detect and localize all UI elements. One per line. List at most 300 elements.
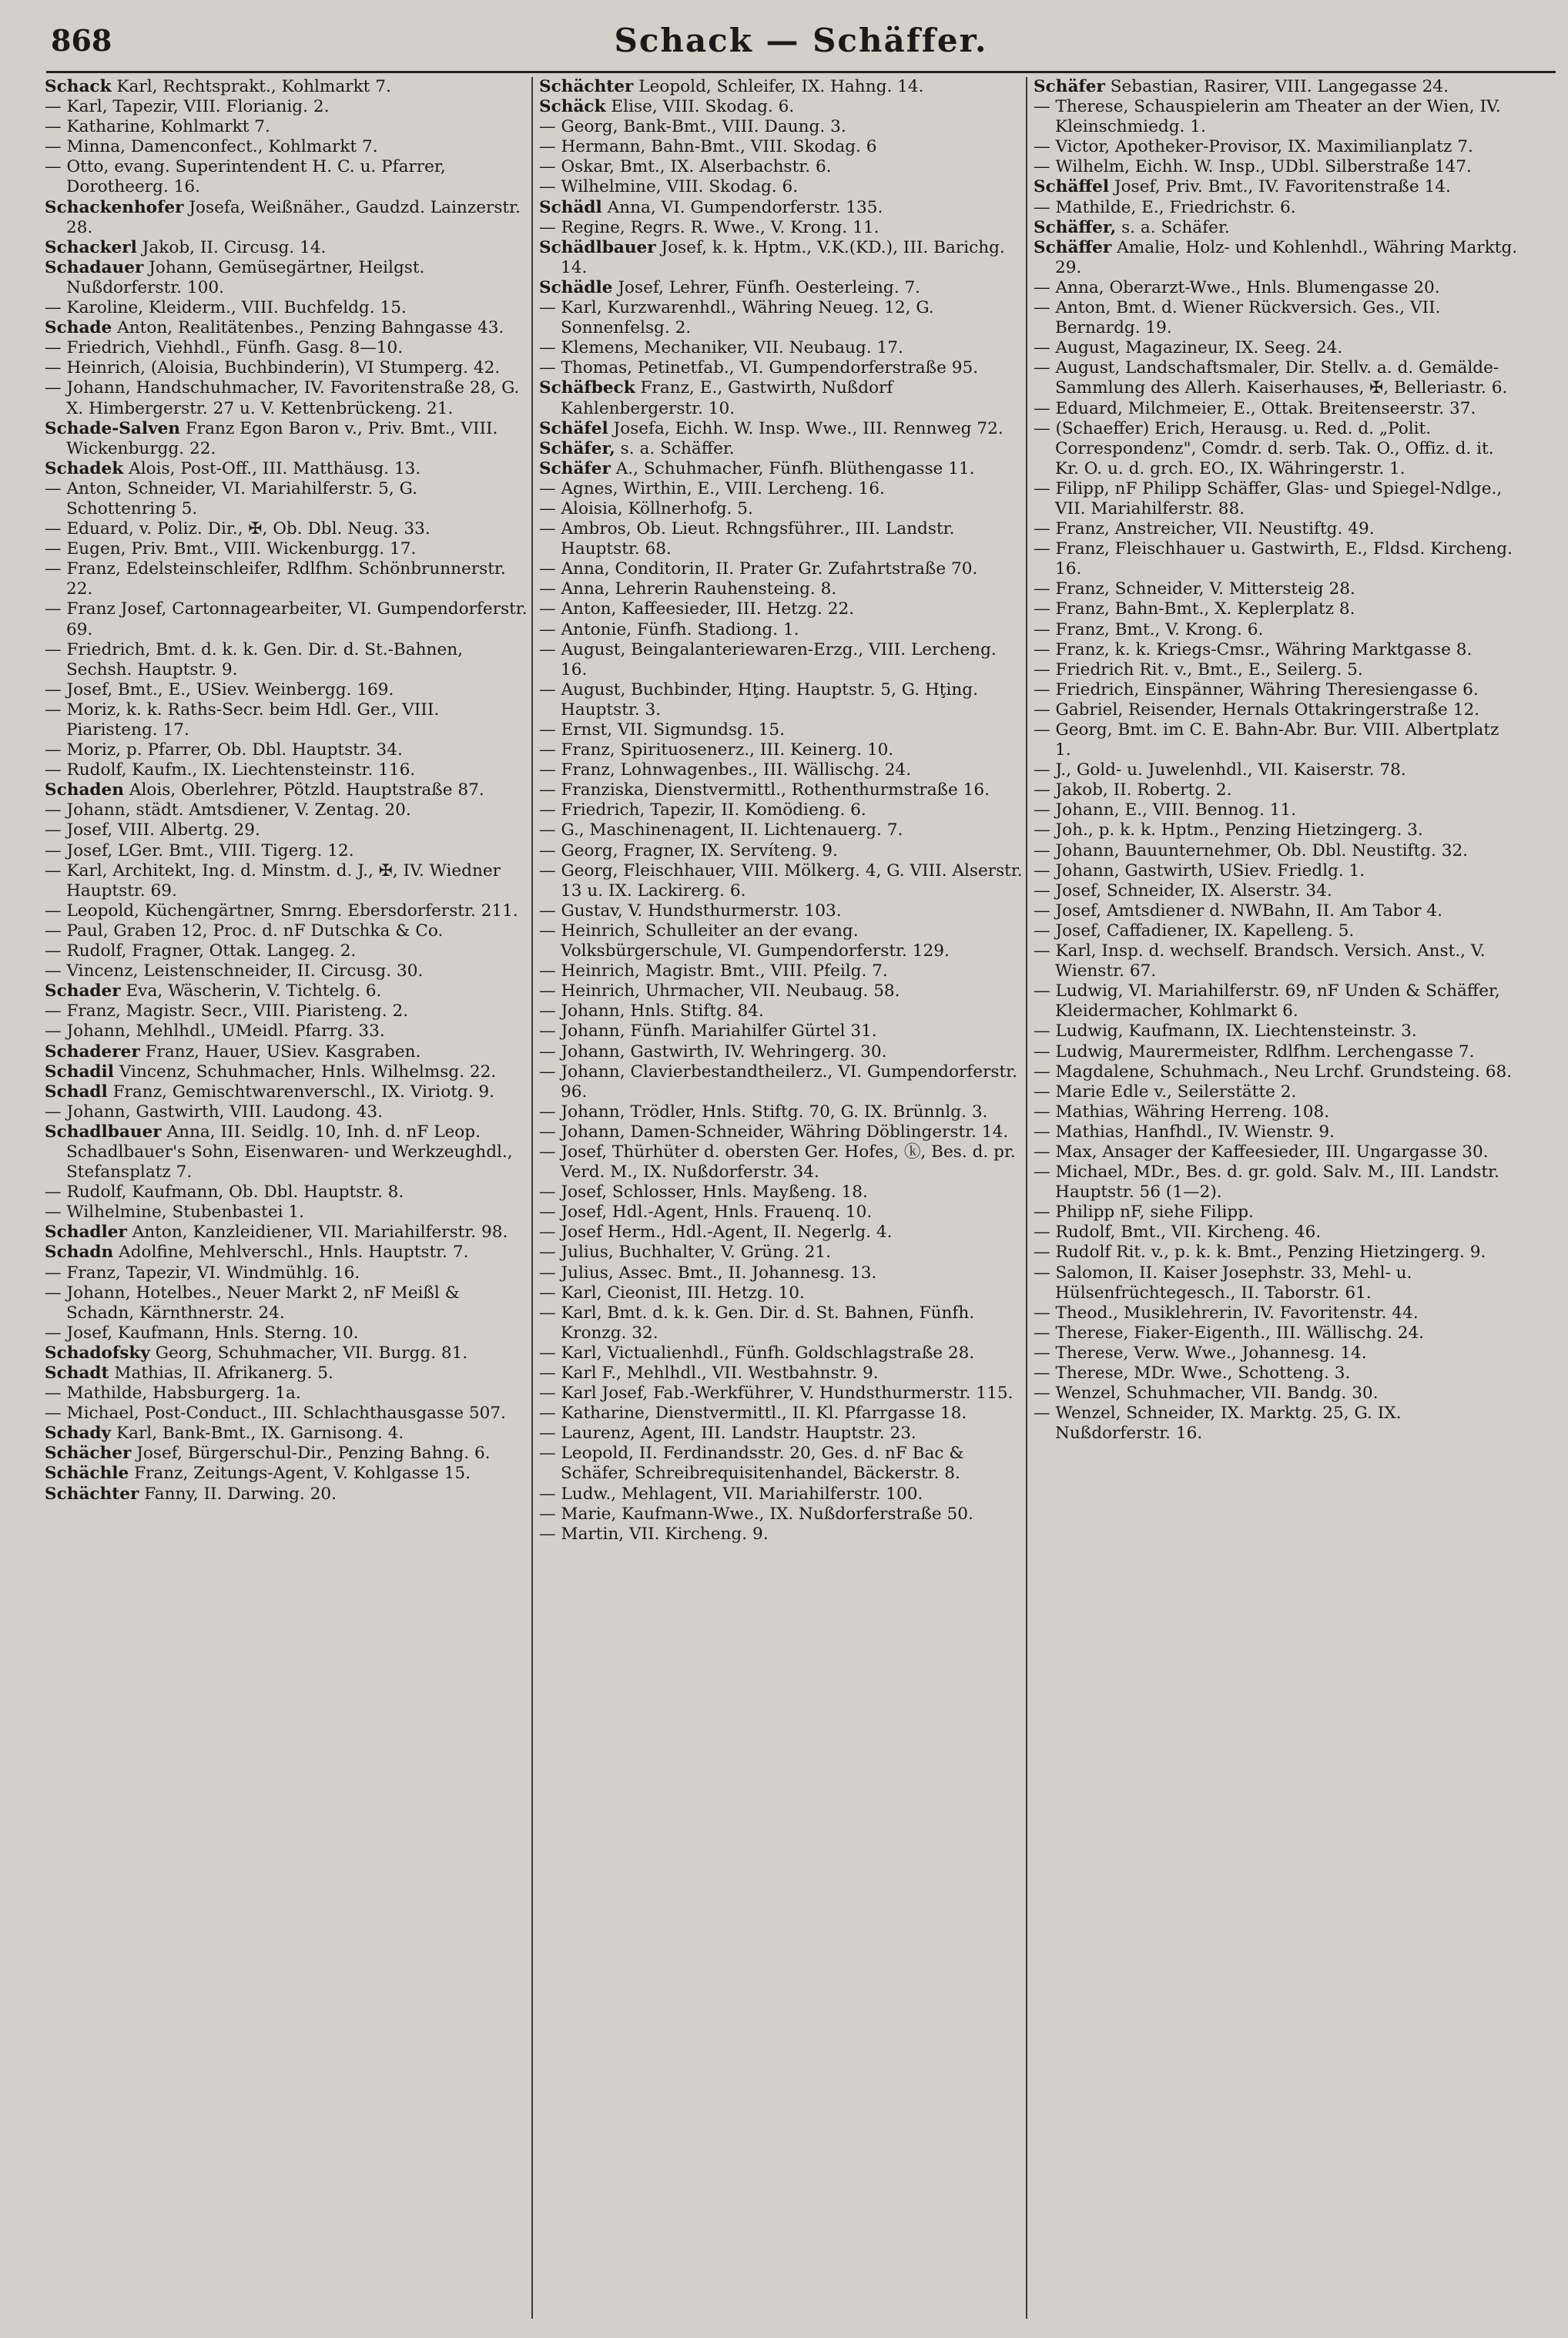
entry-details: — Karl Josef, Fab.-Werkführer, V. Hundsthurmerstr. 115. [539, 1384, 1014, 1404]
entry-details: — Jakob, II. Robertg. 2. [1034, 780, 1232, 800]
entry-details: — Oskar, Bmt., IX. Alserbachstr. 6. [539, 157, 832, 177]
entry-details: Franz, Gemischtwarenverschl., IX. Viriotg. 9. [107, 1082, 495, 1102]
directory-entry [1034, 1021, 1519, 1042]
directory-entry [539, 1021, 1024, 1042]
entry-details: Anna, III. Seidlg. 10, Inh. d. nF Leop. Schadlbauer's Sohn, Eisenwaren- und Werkzeughdl., Stefansplatz 7. [66, 1122, 513, 1182]
directory-entry [45, 901, 530, 921]
directory-entry [45, 921, 530, 941]
directory-entry [1034, 218, 1519, 238]
directory-entry [539, 157, 1024, 177]
directory-entry [539, 419, 1024, 439]
directory-entry [45, 1082, 530, 1102]
entry-details: — Antonie, Fünfh. Stadiong. 1. [539, 619, 799, 639]
column-rule [1026, 77, 1027, 2319]
directory-entry [45, 298, 530, 318]
directory-entry [45, 841, 530, 861]
entry-details: s. a. Schäffer. [615, 438, 735, 458]
entry-details: — Karl, Victualienhdl., Fünfh. Goldschlagstraße 28. [539, 1343, 975, 1363]
entry-details: — Franz, Bahn-Bmt., X. Keplerplatz 8. [1034, 599, 1355, 619]
entry-details: — Franz, Tapezir, VI. Windmühlg. 16. [45, 1263, 360, 1283]
entry-details: — Wilhelmine, VIII. Skodag. 6. [539, 177, 799, 197]
entry-details: — Wenzel, Schuhmacher, VII. Bandg. 30. [1034, 1384, 1379, 1404]
directory-entry [45, 238, 530, 258]
directory-entry [45, 1001, 530, 1021]
entry-details: Elise, VIII. Skodag. 6. [605, 97, 795, 117]
directory-entry [539, 459, 1024, 479]
column-rule [531, 77, 533, 2319]
directory-entry [1034, 1062, 1519, 1082]
entry-details: — Marie, Kaufmann-Wwe., IX. Nußdorferstraße 50. [539, 1504, 973, 1524]
entry-details: Jakob, II. Circusg. 14. [136, 237, 327, 257]
entry-surname: Schadlbauer [45, 1122, 162, 1142]
entry-details: — Laurenz, Agent, III. Landstr. Hauptstr. 23. [539, 1424, 916, 1444]
directory-entry [539, 640, 1024, 680]
directory-entry [45, 198, 530, 238]
entry-details: — Rudolf, Kaufm., IX. Liechtensteinstr. 116. [45, 760, 416, 780]
directory-entry [45, 519, 530, 539]
entry-surname: Schadl [45, 1082, 108, 1102]
entry-details: — Julius, Assec. Bmt., II. Johannesg. 13. [539, 1263, 877, 1283]
entry-details: — Ludw., Mehlagent, VII. Mariahilferstr. 100. [539, 1484, 923, 1504]
directory-entry [45, 97, 530, 117]
entry-details: — Theod., Musiklehrerin, IV. Favoritenstr. 44. [1034, 1303, 1419, 1323]
directory-entry [45, 1263, 530, 1283]
entry-details: Anton, Realitätenbes., Penzing Bahngasse 43. [112, 318, 504, 338]
directory-entry [1034, 800, 1519, 820]
directory-entry [1034, 901, 1519, 921]
entry-details: — Karl F., Mehlhdl., VII. Westbahnstr. 9. [539, 1364, 879, 1383]
entry-details: — Franz, k. k. Kriegs-Cmsr., Währing Marktgasse 8. [1034, 639, 1473, 659]
entry-details: — Georg, Fragner, IX. Servíteng. 9. [539, 840, 838, 860]
entry-details: — Anton, Schneider, VI. Mariahilferstr. 5, G. Schottenring 5. [45, 478, 417, 518]
entry-details: — Karl, Kurzwarenhdl., Währing Neueg. 12, G. Sonnenfelsg. 2. [539, 298, 934, 338]
directory-entry [539, 1122, 1024, 1142]
running-head: Schack — Schäffer. [614, 22, 988, 59]
entry-details: Anna, VI. Gumpendorferstr. 135. [601, 197, 883, 217]
directory-entry [1034, 1323, 1519, 1343]
entry-surname: Schäffer, [1034, 217, 1117, 237]
directory-entry [1034, 881, 1519, 901]
entry-details: — Rudolf, Kaufmann, Ob. Dbl. Hauptstr. 8. [45, 1182, 404, 1203]
entry-details: — Franz, Schneider, V. Mittersteig 28. [1034, 579, 1355, 599]
entry-details: — Ludwig, Maurermeister, Rdlfhm. Lerchengasse 7. [1034, 1042, 1475, 1062]
directory-entry [1034, 620, 1519, 640]
directory-entry [1034, 680, 1519, 700]
directory-entry [1034, 298, 1519, 338]
entry-details: — Leopold, II. Ferdinandsstr. 20, Ges. d. nF Bac & Schäfer, Schreibrequisitenhandel, Bäckerstr. 8. [539, 1444, 964, 1484]
entry-details: Franz Egon Baron v., Priv. Bmt., VIII. Wickenburgg. 22. [66, 418, 498, 458]
directory-entry [539, 961, 1024, 981]
directory-entry [1034, 780, 1519, 800]
entry-details: Alois, Oberlehrer, Pötzld. Hauptstraße 87. [123, 780, 484, 800]
entry-details: — Josef, VIII. Albertg. 29. [45, 820, 260, 840]
entry-details: — Franz, Anstreicher, VII. Neustiftg. 49. [1034, 519, 1375, 539]
directory-entry [539, 177, 1024, 197]
directory-entry [539, 338, 1024, 358]
directory-entry [45, 358, 530, 378]
directory-entry [539, 358, 1024, 378]
entry-surname: Schadn [45, 1243, 114, 1263]
entry-surname: Schäfer, [539, 438, 615, 458]
directory-entry [1034, 1343, 1519, 1364]
entry-details: — Anton, Kaffeesieder, III. Hetzg. 22. [539, 599, 855, 619]
directory-entry [539, 378, 1024, 418]
directory-entry [1034, 1042, 1519, 1062]
entry-details: — Therese, Schauspielerin am Theater an der Wien, IV. Kleinschmiedg. 1. [1034, 97, 1501, 137]
directory-entry [539, 519, 1024, 559]
directory-entry [1034, 981, 1519, 1021]
entry-details: Georg, Schuhmacher, VII. Burgg. 81. [149, 1343, 468, 1363]
directory-entry [45, 1102, 530, 1122]
entry-details: — Philipp nF, siehe Filipp. [1034, 1203, 1254, 1223]
entry-details: — Michael, Post-Conduct., III. Schlachthausgasse 507. [45, 1404, 506, 1424]
directory-entry [45, 1343, 530, 1364]
entry-details: — Johann, Hnls. Stiftg. 84. [539, 1001, 764, 1021]
directory-entry [539, 620, 1024, 640]
entry-details: — Vincenz, Leistenschneider, II. Circusg. 30. [45, 961, 424, 981]
entry-surname: Schaden [45, 780, 124, 800]
entry-details: — August, Buchbinder, Hţing. Hauptstr. 5, G. Hţing. Hauptstr. 3. [539, 679, 978, 720]
entry-details: — Johann, Handschuhmacher, IV. Favoritenstraße 28, G. X. Himbergerstr. 27 u. V. Kettenbrückeng. 21. [45, 378, 520, 418]
entry-details: — G., Maschinenagent, II. Lichtenauerg. 7. [539, 820, 903, 840]
entry-details: — Franz, Magistr. Secr., VIII. Piaristeng. 2. [45, 1001, 409, 1021]
entry-surname: Schädlbauer [539, 237, 656, 257]
entry-details: — Wilhelmine, Stubenbastei 1. [45, 1203, 304, 1223]
entry-details: — Heinrich, (Aloisia, Buchbinderin), VI Stumperg. 42. [45, 358, 501, 378]
entry-details: — Karl, Bmt. d. k. k. Gen. Dir. d. St. Bahnen, Fünfh. Kronzg. 32. [539, 1303, 975, 1343]
directory-entry [539, 1424, 1024, 1444]
entry-details: — Franz, Bmt., V. Krong. 6. [1034, 619, 1264, 639]
entry-surname: Schady [45, 1424, 112, 1444]
entry-surname: Schäck [539, 97, 606, 117]
entry-details: — Josef, Hdl.-Agent, Hnls. Frauenq. 10. [539, 1203, 873, 1223]
entry-surname: Schadek [45, 458, 124, 478]
directory-entry [45, 539, 530, 559]
directory-entry [539, 278, 1024, 298]
entry-details: Josef, Priv. Bmt., IV. Favoritenstraße 14. [1109, 177, 1451, 197]
directory-entry [45, 559, 530, 599]
directory-entry [539, 479, 1024, 499]
directory-entry [1034, 137, 1519, 157]
directory-entry [1034, 1384, 1519, 1404]
directory-entry [1034, 1142, 1519, 1162]
entry-details: — Franz, Lohnwagenbes., III. Wällischg. 24. [539, 760, 912, 780]
directory-entry [539, 1062, 1024, 1102]
directory-entry [539, 1444, 1024, 1484]
entry-details: — Therese, Fiaker-Eigenth., III. Wällischg. 24. [1034, 1323, 1425, 1343]
directory-entry [539, 1364, 1024, 1384]
entry-details: — Friedrich, Einspänner, Währing Theresiengasse 6. [1034, 679, 1479, 699]
directory-entry [1034, 841, 1519, 861]
entry-surname: Schack [45, 77, 112, 96]
directory-entry [45, 479, 530, 519]
entry-details: Franz, E., Gastwirth, Nußdorf Kahlenbergerstr. 10. [561, 378, 893, 418]
entry-surname: Schächter [45, 1484, 139, 1504]
directory-entry [1034, 77, 1519, 97]
entry-surname: Schäfer [1034, 77, 1105, 96]
entry-details: — Friedrich, Bmt. d. k. k. Gen. Dir. d. St.-Bahnen, Sechsh. Hauptstr. 9. [45, 639, 464, 679]
entry-details: Fanny, II. Darwing. 20. [139, 1484, 337, 1504]
entry-details: Amalie, Holz- und Kohlenhdl., Währing Marktg. 29. [1055, 237, 1518, 277]
entry-details: — Eduard, Milchmeier, E., Ottak. Breitenseerstr. 37. [1034, 398, 1476, 418]
directory-entry [1034, 399, 1519, 419]
entry-details: — Gustav, V. Hundsthurmerstr. 103. [539, 901, 842, 921]
entry-details: Anton, Kanzleidiener, VII. Mariahilferstr. 98. [126, 1223, 508, 1243]
entry-details: Vincenz, Schuhmacher, Hnls. Wilhelmsg. 22. [113, 1062, 497, 1082]
entry-details: Karl, Rechtsprakt., Kohlmarkt 7. [111, 77, 391, 96]
entry-details: — Klemens, Mechaniker, VII. Neubaug. 17. [539, 338, 903, 358]
entry-details: Alois, Post-Off., III. Matthäusg. 13. [123, 458, 421, 478]
entry-details: — Franz Josef, Cartonnagearbeiter, VI. Gumpendorferstr. 69. [45, 599, 528, 639]
directory-entry [1034, 157, 1519, 177]
directory-entry [45, 1021, 530, 1042]
directory-entry [45, 338, 530, 358]
directory-entry [1034, 198, 1519, 218]
directory-entry [539, 559, 1024, 579]
directory-entry [1034, 358, 1519, 398]
entry-details: — Victor, Apotheker-Provisor, IX. Maximilianplatz 7. [1034, 137, 1473, 157]
entry-details: — Johann, Damen-Schneider, Währing Döblingerstr. 14. [539, 1122, 1009, 1142]
directory-entry [1034, 1082, 1519, 1102]
entry-details: — Heinrich, Magistr. Bmt., VIII. Pfeilg. 7. [539, 961, 888, 981]
entry-details: Leopold, Schleifer, IX. Hahng. 14. [633, 77, 924, 96]
directory-entry [45, 680, 530, 700]
entry-details: — Ernst, VII. Sigmundsg. 15. [539, 720, 785, 740]
directory-entry [1034, 599, 1519, 619]
directory-column-1 [45, 77, 530, 2319]
entry-details: — Ludwig, VI. Mariahilferstr. 69, nF Unden & Schäffer, Kleidermacher, Kohlmarkt 6. [1034, 981, 1500, 1021]
directory-entry [1034, 1303, 1519, 1323]
entry-details: — Karl, Architekt, Ing. d. Minstm. d. J., ✠, IV. Wiedner Hauptstr. 69. [45, 860, 501, 901]
entry-details: Johann, Gemüsegärtner, Heilgst. Nußdorferstr. 100. [66, 257, 425, 297]
entry-details: — J., Gold- u. Juwelenhdl., VII. Kaiserstr. 78. [1034, 760, 1406, 780]
directory-entry [1034, 1263, 1519, 1303]
directory-entry [1034, 1102, 1519, 1122]
entry-details: — Johann, Gastwirth, IV. Wehringerg. 30. [539, 1042, 887, 1062]
entry-details: — Franziska, Dienstvermittl., Rothenthurmstraße 16. [539, 780, 990, 800]
directory-entry [45, 599, 530, 639]
entry-details: — Johann, städt. Amtsdiener, V. Zentag. 20. [45, 800, 411, 820]
directory-entry [1034, 700, 1519, 720]
directory-column-2 [539, 77, 1024, 2319]
entry-details: — Rudolf, Bmt., VII. Kircheng. 46. [1034, 1223, 1322, 1243]
directory-entry [539, 1343, 1024, 1364]
entry-details: — Josef, Amtsdiener d. NWBahn, II. Am Tabor 4. [1034, 901, 1442, 921]
directory-entry [1034, 519, 1519, 539]
entry-details: — Johann, Gastwirth, VIII. Laudong. 43. [45, 1102, 384, 1122]
directory-entry [539, 1182, 1024, 1203]
entry-details: — Magdalene, Schuhmach., Neu Lrchf. Grundsteing. 68. [1034, 1062, 1513, 1082]
directory-entry [1034, 760, 1519, 780]
entry-details: Josef, Lehrer, Fünfh. Oesterleing. 7. [612, 277, 921, 297]
entry-details: — Josef, Schneider, IX. Alserstr. 34. [1034, 881, 1332, 901]
entry-surname: Schäffer [1034, 237, 1112, 257]
entry-surname: Schächle [45, 1464, 129, 1484]
directory-entry [1034, 941, 1519, 981]
entry-details: Karl, Bank-Bmt., IX. Garnisong. 4. [111, 1424, 404, 1444]
entry-details: — Martin, VII. Kircheng. 9. [539, 1524, 769, 1544]
entry-details: — Johann, Bauunternehmer, Ob. Dbl. Neustiftg. 32. [1034, 840, 1469, 860]
entry-details: — Josef Herm., Hdl.-Agent, II. Negerlg. 4. [539, 1223, 893, 1243]
entry-details: — Filipp, nF Philipp Schäffer, Glas- und Spiegel-Ndlge., VII. Mariahilferstr. 88. [1034, 478, 1503, 518]
entry-details: Josef, Bürgerschul-Dir., Penzing Bahng. 6. [131, 1444, 491, 1464]
entry-surname: Schackerl [45, 237, 137, 257]
directory-entry [539, 981, 1024, 1001]
directory-entry [1034, 479, 1519, 519]
directory-entry [539, 901, 1024, 921]
directory-entry [45, 780, 530, 800]
directory-entry [1034, 539, 1519, 579]
entry-details: Josefa, Weißnäher., Gaudzd. Lainzerstr. 28. [66, 197, 521, 237]
directory-entry [539, 841, 1024, 861]
directory-entry [1034, 1243, 1519, 1263]
entry-details: — Otto, evang. Superintendent H. C. u. Pfarrer, Dorotheerg. 16. [45, 157, 446, 197]
entry-details: Franz, Zeitungs-Agent, V. Kohlgasse 15. [129, 1464, 471, 1484]
entry-details: — Michael, MDr., Bes. d. gr. gold. Salv. M., III. Landstr. Hauptstr. 56 (1—2). [1034, 1162, 1499, 1203]
directory-entry [539, 1243, 1024, 1263]
directory-entry [1034, 579, 1519, 599]
entry-details: — Anna, Conditorin, II. Prater Gr. Zufahrtstraße 70. [539, 559, 978, 579]
entry-details: — Karl, Cieonist, III. Hetzg. 10. [539, 1283, 805, 1303]
entry-surname: Schadauer [45, 257, 144, 277]
entry-details: — Minna, Damenconfect., Kohlmarkt 7. [45, 137, 378, 157]
entry-details: — August, Beingalanteriewaren-Erzg., VIII. Lercheng. 16. [539, 639, 997, 679]
directory-entry [45, 1062, 530, 1082]
directory-entry [1034, 419, 1519, 479]
directory-entry [45, 1464, 530, 1484]
directory-entry [45, 700, 530, 740]
entry-surname: Schäffel [1034, 177, 1110, 197]
directory-entry [1034, 1203, 1519, 1223]
entry-details: — Johann, Clavierbestandtheilerz., VI. Gumpendorferstr. 96. [539, 1062, 1017, 1102]
directory-entry [539, 1102, 1024, 1122]
directory-entry [1034, 338, 1519, 358]
directory-entry [45, 961, 530, 981]
page-header [46, 17, 1556, 73]
directory-entry [45, 1203, 530, 1223]
directory-entry [45, 1243, 530, 1263]
directory-entry [539, 579, 1024, 599]
entry-details: — Marie Edle v., Seilerstätte 2. [1034, 1082, 1297, 1102]
entry-details: — August, Landschaftsmaler, Dir. Stellv. a. d. Gemälde-Sammlung des Allerh. Kaiserhauses, ✠, Belleriastr. 6. [1034, 358, 1508, 398]
directory-entry [45, 640, 530, 680]
directory-entry [45, 1424, 530, 1444]
directory-entry [45, 800, 530, 820]
entry-details: — August, Magazineur, IX. Seeg. 24. [1034, 338, 1343, 358]
directory-entry [539, 820, 1024, 840]
entry-details: Josef, k. k. Hptm., V.K.(KD.), III. Barichg. 14. [561, 237, 1005, 277]
entry-details: — Mathias, Hanfhdl., IV. Wienstr. 9. [1034, 1122, 1335, 1142]
directory-entry [45, 77, 530, 97]
directory-entry [45, 137, 530, 157]
directory-entry [45, 1223, 530, 1243]
entry-details: — Paul, Graben 12, Proc. d. nF Dutschka & Co. [45, 921, 444, 941]
directory-entry [539, 780, 1024, 800]
directory-entry [539, 760, 1024, 780]
entry-details: — Julius, Buchhalter, V. Grüng. 21. [539, 1243, 831, 1263]
directory-entry [45, 941, 530, 961]
entry-details: — Friedrich Rit. v., Bmt., E., Seilerg. 5. [1034, 659, 1363, 679]
entry-details: — Mathilde, Habsburgerg. 1a. [45, 1384, 301, 1404]
entry-details: — Johann, Hotelbes., Neuer Markt 2, nF Meißl & Schadn, Kärnthnerstr. 24. [45, 1283, 460, 1323]
directory-entry [1034, 861, 1519, 881]
entry-details: — Wenzel, Schneider, IX. Marktg. 25, G. IX. Nußdorferstr. 16. [1034, 1404, 1402, 1444]
entry-surname: Schade-Salven [45, 418, 181, 438]
entry-details: — Therese, Verw. Wwe., Johannesg. 14. [1034, 1343, 1367, 1363]
entry-surname: Schadofsky [45, 1343, 150, 1363]
directory-entry [539, 1042, 1024, 1062]
directory-entry [539, 198, 1024, 218]
directory-entry [1034, 921, 1519, 941]
entry-details: — Thomas, Petinetfab., VI. Gumpendorferstraße 95. [539, 358, 979, 378]
directory-entry [1034, 720, 1519, 760]
entry-details: — Salomon, II. Kaiser Josephstr. 33, Mehl- u. Hülsenfrüchtegesch., II. Taborstr. 61. [1034, 1263, 1412, 1303]
directory-entry [539, 499, 1024, 519]
entry-details: — Katharine, Kohlmarkt 7. [45, 117, 270, 137]
directory-entry [1034, 1404, 1519, 1444]
entry-details: Eva, Wäscherin, V. Tichtelg. 6. [120, 981, 382, 1001]
directory-entry [45, 1042, 530, 1062]
entry-details: — Johann, Fünfh. Mariahilfer Gürtel 31. [539, 1021, 877, 1042]
directory-entry [539, 1525, 1024, 1545]
directory-entry [539, 1142, 1024, 1182]
directory-entry [539, 599, 1024, 619]
directory-entry [539, 1283, 1024, 1303]
entry-details: — Franz, Spirituosenerz., III. Keinerg. 10. [539, 740, 894, 760]
entry-details: — Therese, MDr. Wwe., Schotteng. 3. [1034, 1364, 1351, 1383]
directory-entry [539, 218, 1024, 238]
entry-details: — Agnes, Wirthin, E., VIII. Lercheng. 16. [539, 478, 885, 498]
directory-entry [45, 1404, 530, 1424]
directory-entry [45, 1484, 530, 1504]
directory-entry [1034, 278, 1519, 298]
entry-details: Mathias, II. Afrikanerg. 5. [109, 1364, 333, 1383]
entry-details: — Franz, Edelsteinschleifer, Rdlfhm. Schönbrunnerstr. 22. [45, 559, 506, 599]
directory-entry [539, 800, 1024, 820]
directory-column-3 [1034, 77, 1519, 2319]
entry-details: — Aloisia, Köllnerhofg. 5. [539, 498, 753, 518]
directory-entry [539, 720, 1024, 740]
entry-details: A., Schuhmacher, Fünfh. Blüthengasse 11. [610, 458, 975, 478]
directory-entry [45, 1182, 530, 1203]
entry-surname: Schächer [45, 1444, 132, 1464]
entry-details: — Anton, Bmt. d. Wiener Rückversich. Ges., VII. Bernardg. 19. [1034, 298, 1441, 338]
entry-details: — Eugen, Priv. Bmt., VIII. Wickenburgg. 17. [45, 539, 417, 559]
page-number: 868 [51, 23, 112, 58]
entry-details: — Anna, Oberarzt-Wwe., Hnls. Blumengasse 20. [1034, 277, 1440, 297]
entry-details: — Moriz, p. Pfarrer, Ob. Dbl. Hauptstr. 34. [45, 740, 403, 760]
entry-details: — Friedrich, Tapezir, II. Komödieng. 6. [539, 800, 866, 820]
directory-entry [539, 1484, 1024, 1504]
directory-entry [539, 740, 1024, 760]
entry-details: — Karoline, Kleiderm., VIII. Buchfeldg. 15. [45, 298, 407, 318]
entry-details: — Gabriel, Reisender, Hernals Ottakringerstraße 12. [1034, 699, 1480, 720]
entry-surname: Schäfer [539, 458, 611, 478]
directory-entry [45, 981, 530, 1001]
directory-entry [539, 1404, 1024, 1424]
directory-entry [45, 1323, 530, 1343]
directory-entry [539, 921, 1024, 961]
directory-entry [45, 1444, 530, 1464]
entry-details: — Franz, Fleischhauer u. Gastwirth, E., Fldsd. Kircheng. 16. [1034, 539, 1513, 579]
directory-entry [539, 117, 1024, 137]
entry-details: — Regine, Regrs. R. Wwe., V. Krong. 11. [539, 217, 879, 237]
directory-entry [45, 318, 530, 338]
directory-entry [45, 1364, 530, 1384]
directory-entry [539, 1384, 1024, 1404]
entry-surname: Schädle [539, 277, 613, 297]
directory-entry [1034, 238, 1519, 278]
